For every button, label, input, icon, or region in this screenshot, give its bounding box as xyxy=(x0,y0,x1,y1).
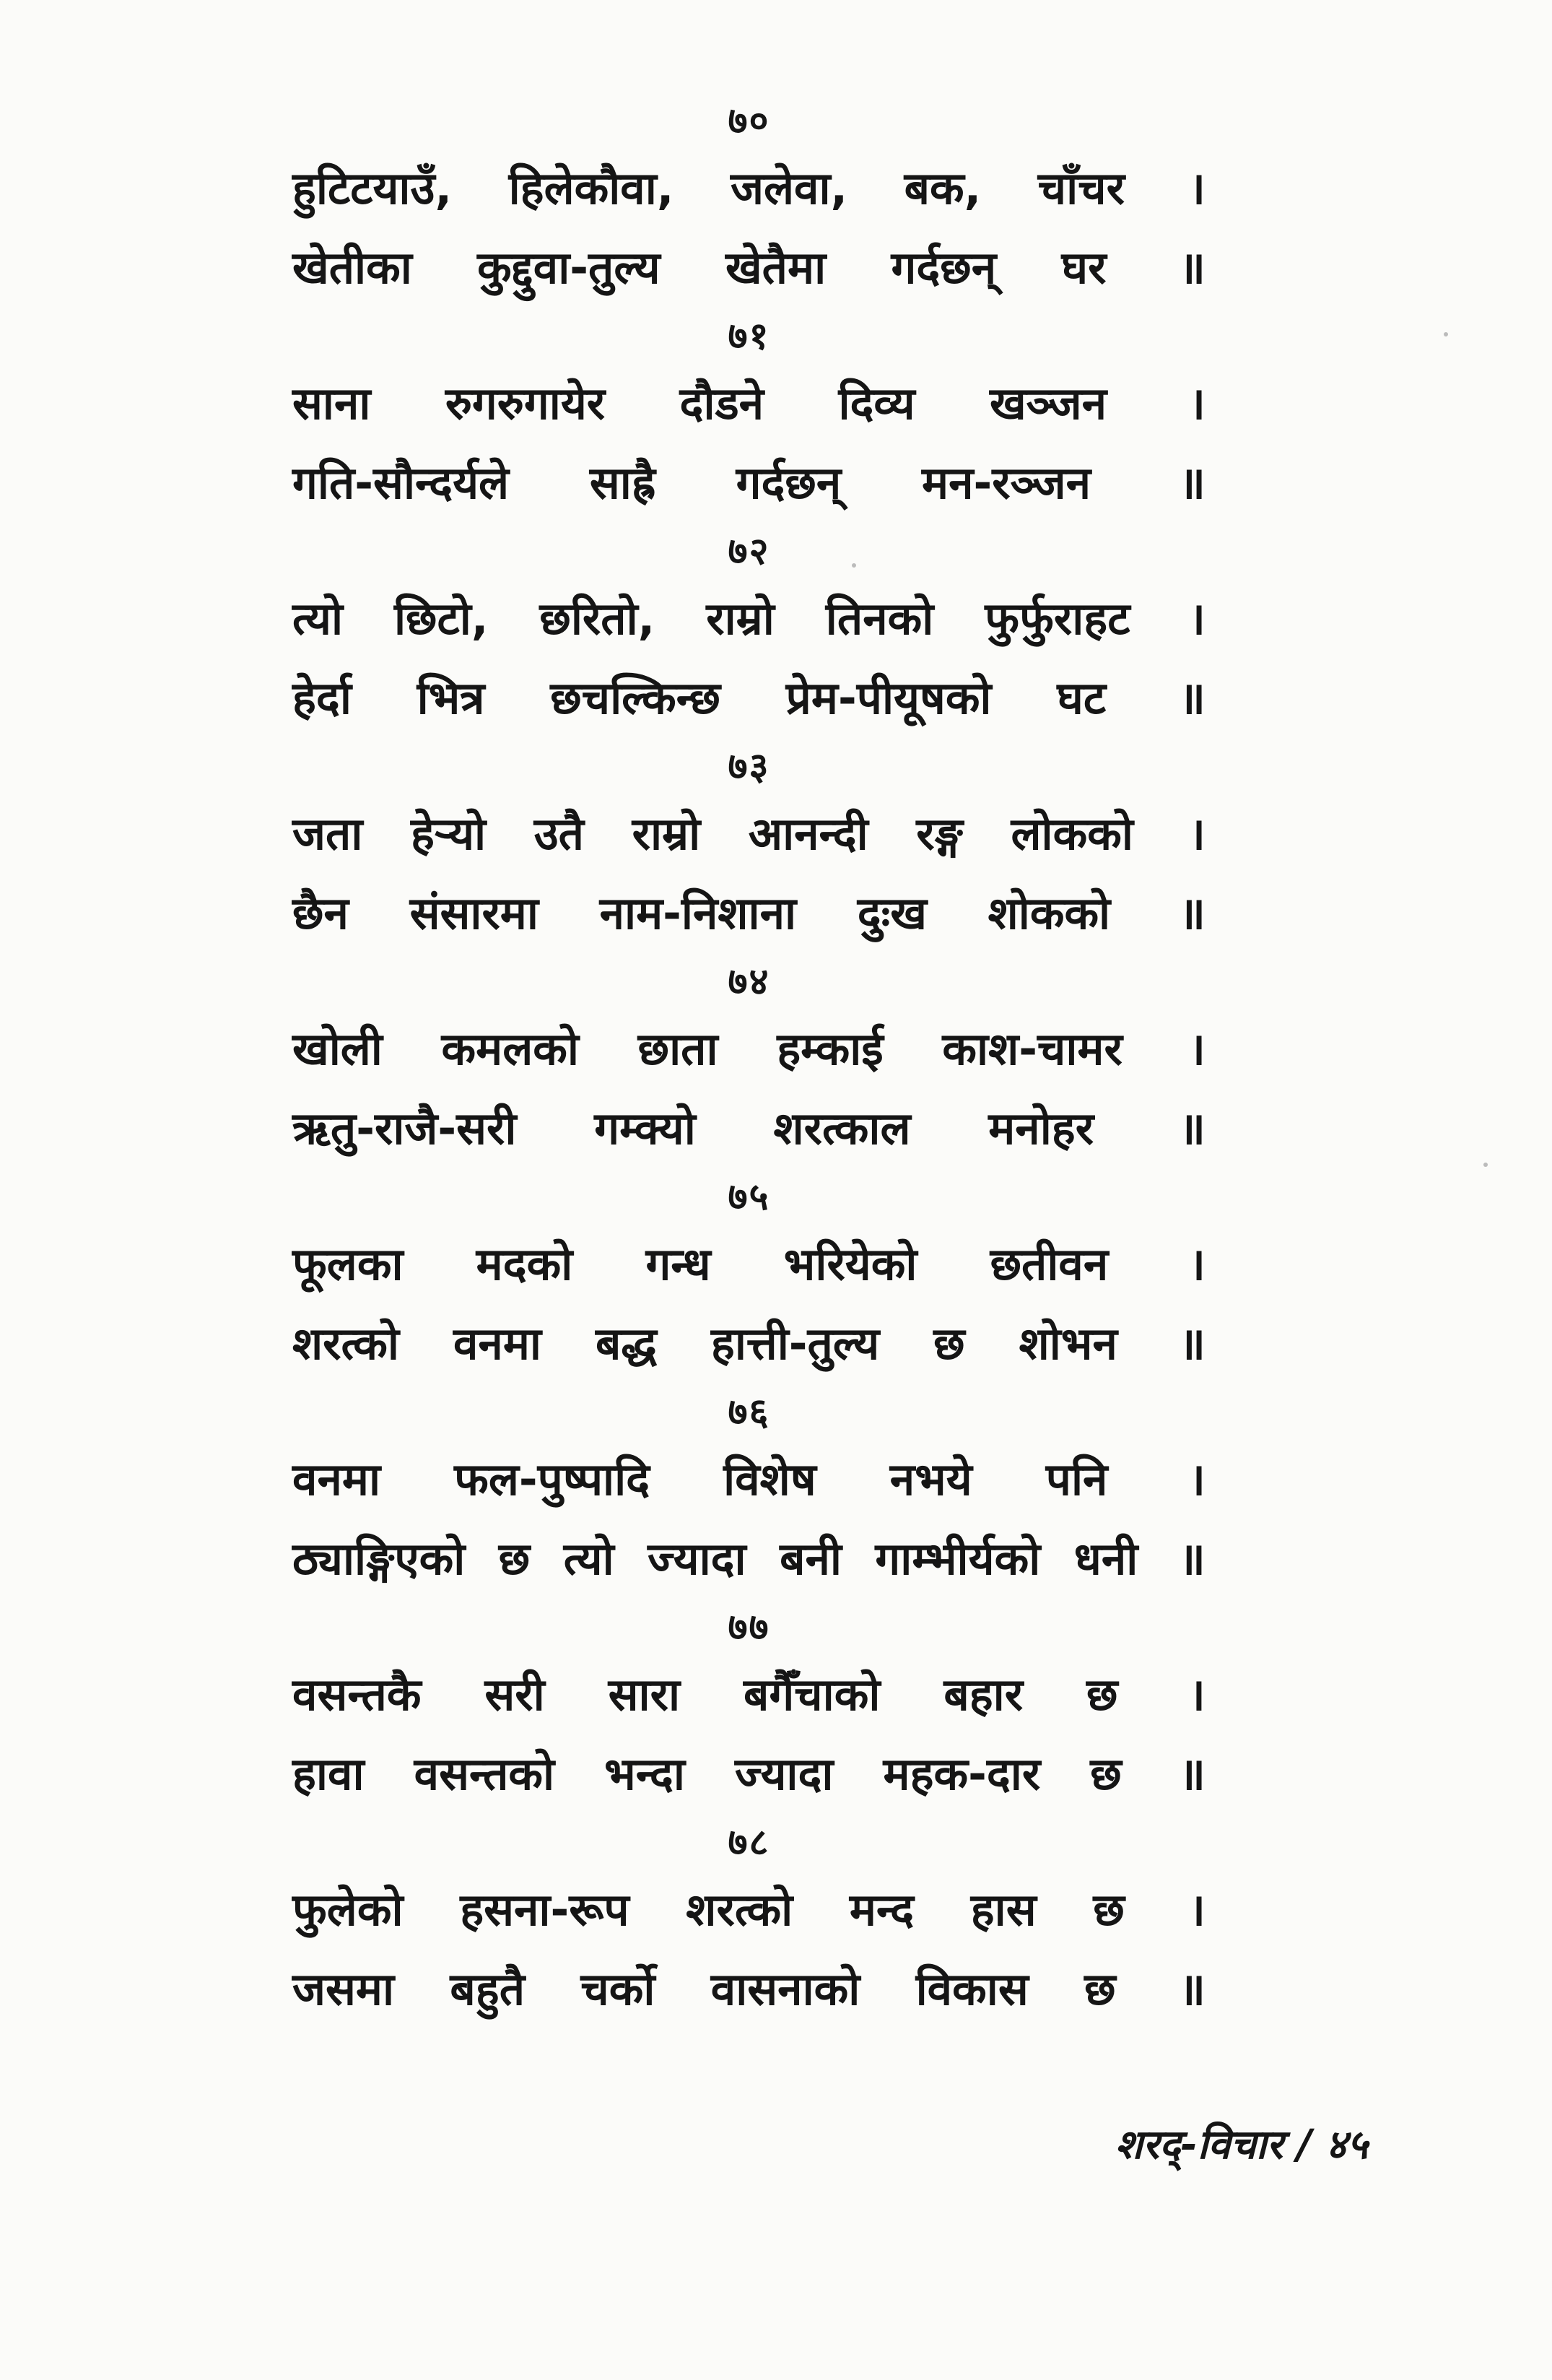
stanza xyxy=(292,1385,1206,1600)
verse-word: भन्दा xyxy=(604,1747,685,1800)
verse-word: रङ्ग xyxy=(916,807,963,860)
verse-word: तिनको xyxy=(825,592,934,645)
verse-word: वसन्तकै xyxy=(292,1668,422,1721)
verse-word: भरियेको xyxy=(783,1238,917,1290)
verse-word: खेतीका xyxy=(292,241,412,294)
stanza-number: ७२ xyxy=(728,530,770,573)
verse-end-mark: ॥ xyxy=(1178,672,1206,724)
verse-word: साह्रै xyxy=(589,456,655,509)
verse-end-mark: । xyxy=(1188,1668,1206,1721)
stanza-number: ७५ xyxy=(728,1176,770,1219)
verse-word: चर्को xyxy=(580,1963,655,2015)
verse-end-mark: । xyxy=(1188,807,1206,860)
verse-word: छाता xyxy=(637,1022,718,1075)
stanza-number: ७८ xyxy=(728,1821,770,1864)
verse-line xyxy=(292,794,1206,874)
verse-word: गर्दछन् xyxy=(736,456,842,509)
verse-word: दौडने xyxy=(679,377,764,430)
verse-end-mark: । xyxy=(1188,1883,1206,1936)
verse-word: गम्क्यो xyxy=(594,1102,696,1155)
verse-end-mark: । xyxy=(1188,377,1206,430)
verse-line xyxy=(292,874,1206,953)
verse-word: छैन xyxy=(292,887,349,939)
verse-word: छिटो, xyxy=(394,592,489,645)
verse-word: छ xyxy=(933,1317,965,1370)
verse-word: फल-पुष्पादि xyxy=(454,1453,650,1506)
verse-word: वनमा xyxy=(292,1453,381,1506)
verse-word: शरत्को xyxy=(686,1883,793,1936)
verse-word: खञ्जन xyxy=(989,377,1107,430)
verse-word: वासनाको xyxy=(710,1963,860,2015)
verse-word: ज्यादा xyxy=(648,1532,746,1585)
verse-word: भित्र xyxy=(417,672,485,724)
paper-speck xyxy=(1483,1163,1488,1167)
verse-word: हावा xyxy=(292,1747,365,1800)
verse-word: रुगरुगायेर xyxy=(445,377,606,430)
stanza-number: ७० xyxy=(728,100,770,143)
verse-word: छतीवन xyxy=(990,1238,1109,1290)
verse-word: जलेवा, xyxy=(730,162,848,214)
verse-word: कमलको xyxy=(441,1022,579,1075)
verse-end-mark: । xyxy=(1188,592,1206,645)
verse-line xyxy=(292,364,1206,443)
page-footer: शरद्-विचार / ४५ xyxy=(1115,2121,1368,2168)
verse-word: गति-सौन्दर्यले xyxy=(292,456,510,509)
verse-word: जसमा xyxy=(292,1963,395,2015)
verse-line xyxy=(292,1304,1206,1384)
verse-word: शोभन xyxy=(1019,1317,1117,1370)
verse-word: छचल्किन्छ xyxy=(550,672,720,724)
verse-line xyxy=(292,579,1206,659)
verse-word: खोली xyxy=(292,1022,383,1075)
stanza xyxy=(292,1815,1206,2031)
verse-word: ठ्याङ्गिएको xyxy=(292,1532,466,1585)
verse-word: लोकको xyxy=(1011,807,1133,860)
verse-word: सरी xyxy=(484,1668,545,1721)
verse-word: छरितो, xyxy=(539,592,655,645)
verse-word: मन्द xyxy=(849,1883,915,1936)
verse-word: नभये xyxy=(889,1453,972,1506)
verse-word: बक, xyxy=(904,162,982,214)
verse-word: विकास xyxy=(915,1963,1029,2015)
verse-word: हेर्‍यो xyxy=(411,807,487,860)
verse-end-mark: । xyxy=(1188,1022,1206,1075)
stanza-number: ७६ xyxy=(728,1391,770,1434)
stanza-number: ७४ xyxy=(728,960,770,1004)
verse-word: राम्रो xyxy=(706,592,775,645)
poem-body xyxy=(292,94,1206,2031)
verse-word: दिव्य xyxy=(838,377,915,430)
verse-word: वनमा xyxy=(453,1317,541,1370)
verse-end-mark: ॥ xyxy=(1178,1532,1206,1585)
verse-line xyxy=(292,1440,1206,1519)
stanza-number: ७३ xyxy=(728,745,770,789)
verse-line xyxy=(292,1655,1206,1734)
verse-end-mark: ॥ xyxy=(1178,456,1206,509)
verse-word: बनी xyxy=(780,1532,842,1585)
verse-word: हास xyxy=(970,1883,1037,1936)
verse-word: उतै xyxy=(533,807,585,860)
verse-line xyxy=(292,1089,1206,1168)
verse-word: शरत्काल xyxy=(773,1102,911,1155)
verse-word: विशेष xyxy=(723,1453,816,1506)
stanza xyxy=(292,1170,1206,1385)
verse-end-mark: ॥ xyxy=(1178,1747,1206,1800)
verse-word: जता xyxy=(292,807,363,860)
verse-line xyxy=(292,1225,1206,1304)
verse-word: साना xyxy=(292,377,371,430)
verse-word: फूलका xyxy=(292,1238,404,1290)
verse-word: चाँचर xyxy=(1037,162,1125,214)
verse-word: पनि xyxy=(1045,1453,1108,1506)
verse-line xyxy=(292,443,1206,523)
verse-word: फुलेको xyxy=(292,1883,404,1936)
verse-word: हसना-रूप xyxy=(460,1883,629,1936)
verse-word: घट xyxy=(1057,672,1107,724)
verse-word: ऋतु-राजै-सरी xyxy=(292,1102,517,1155)
verse-word: गन्ध xyxy=(645,1238,711,1290)
verse-line xyxy=(292,1870,1206,1950)
verse-end-mark: ॥ xyxy=(1178,241,1206,294)
stanza-number: ७७ xyxy=(728,1606,770,1649)
verse-word: हात्ती-तुल्य xyxy=(710,1317,880,1370)
verse-word: फुर्फुराहट xyxy=(985,592,1130,645)
verse-word: प्रेम-पीयूषको xyxy=(785,672,992,724)
verse-word: छ xyxy=(1086,1668,1118,1721)
verse-word: बद्ध xyxy=(595,1317,657,1370)
verse-word: गर्दछन् xyxy=(891,241,997,294)
verse-end-mark: ॥ xyxy=(1178,1102,1206,1155)
verse-end-mark: ॥ xyxy=(1178,1963,1206,2015)
stanza xyxy=(292,524,1206,739)
verse-word: गाम्भीर्यको xyxy=(875,1532,1041,1585)
verse-word: दुःख xyxy=(857,887,927,939)
verse-line xyxy=(292,228,1206,308)
stanza xyxy=(292,1600,1206,1815)
verse-word: वसन्तको xyxy=(414,1747,555,1800)
verse-end-mark: ॥ xyxy=(1178,887,1206,939)
verse-word: कुद्दुवा-तुल्य xyxy=(477,241,661,294)
verse-word: घर xyxy=(1061,241,1107,294)
verse-word: धनी xyxy=(1073,1532,1138,1585)
paper-speck xyxy=(1444,332,1448,336)
verse-word: बगैँचाको xyxy=(743,1668,881,1721)
verse-line xyxy=(292,659,1206,738)
verse-word: सारा xyxy=(608,1668,681,1721)
verse-word: मन-रञ्जन xyxy=(922,456,1091,509)
verse-word: छ xyxy=(1090,1747,1122,1800)
verse-word: काश-चामर xyxy=(942,1022,1122,1075)
verse-word: त्यो xyxy=(292,592,343,645)
verse-line xyxy=(292,1734,1206,1814)
verse-word: महक-दार xyxy=(883,1747,1041,1800)
verse-word: संसारमा xyxy=(409,887,539,939)
verse-word: छ xyxy=(1093,1883,1125,1936)
verse-word: मनोहर xyxy=(988,1102,1094,1155)
stanza xyxy=(292,94,1206,309)
verse-end-mark: । xyxy=(1188,162,1206,214)
verse-word: हिलेकौवा, xyxy=(508,162,674,214)
verse-line xyxy=(292,1519,1206,1599)
stanza xyxy=(292,955,1206,1170)
verse-word: हुटिटयाउँ, xyxy=(292,162,453,214)
verse-line xyxy=(292,149,1206,228)
stanza xyxy=(292,739,1206,955)
verse-word: छ xyxy=(1084,1963,1116,2015)
verse-word: आनन्दी xyxy=(748,807,868,860)
verse-end-mark: । xyxy=(1188,1453,1206,1506)
verse-word: हेर्दा xyxy=(292,672,352,724)
verse-word: हम्काई xyxy=(777,1022,884,1075)
verse-word: राम्रो xyxy=(632,807,701,860)
verse-word: त्यो xyxy=(563,1532,614,1585)
verse-word: नाम-निशाना xyxy=(599,887,797,939)
verse-word: खेतैमा xyxy=(725,241,827,294)
verse-end-mark: । xyxy=(1188,1238,1206,1290)
verse-line xyxy=(292,1009,1206,1089)
verse-word: ज्यादा xyxy=(734,1747,834,1800)
verse-word: मदको xyxy=(476,1238,573,1290)
verse-word: छ xyxy=(498,1532,531,1585)
stanza-number: ७१ xyxy=(728,315,770,358)
verse-end-mark: ॥ xyxy=(1178,1317,1206,1370)
verse-word: शोकको xyxy=(988,887,1111,939)
stanza xyxy=(292,309,1206,524)
verse-line xyxy=(292,1950,1206,2029)
verse-word: शरत्को xyxy=(292,1317,399,1370)
paper-speck xyxy=(852,563,856,568)
verse-word: बहार xyxy=(943,1668,1024,1721)
verse-word: बहुतै xyxy=(450,1963,526,2015)
